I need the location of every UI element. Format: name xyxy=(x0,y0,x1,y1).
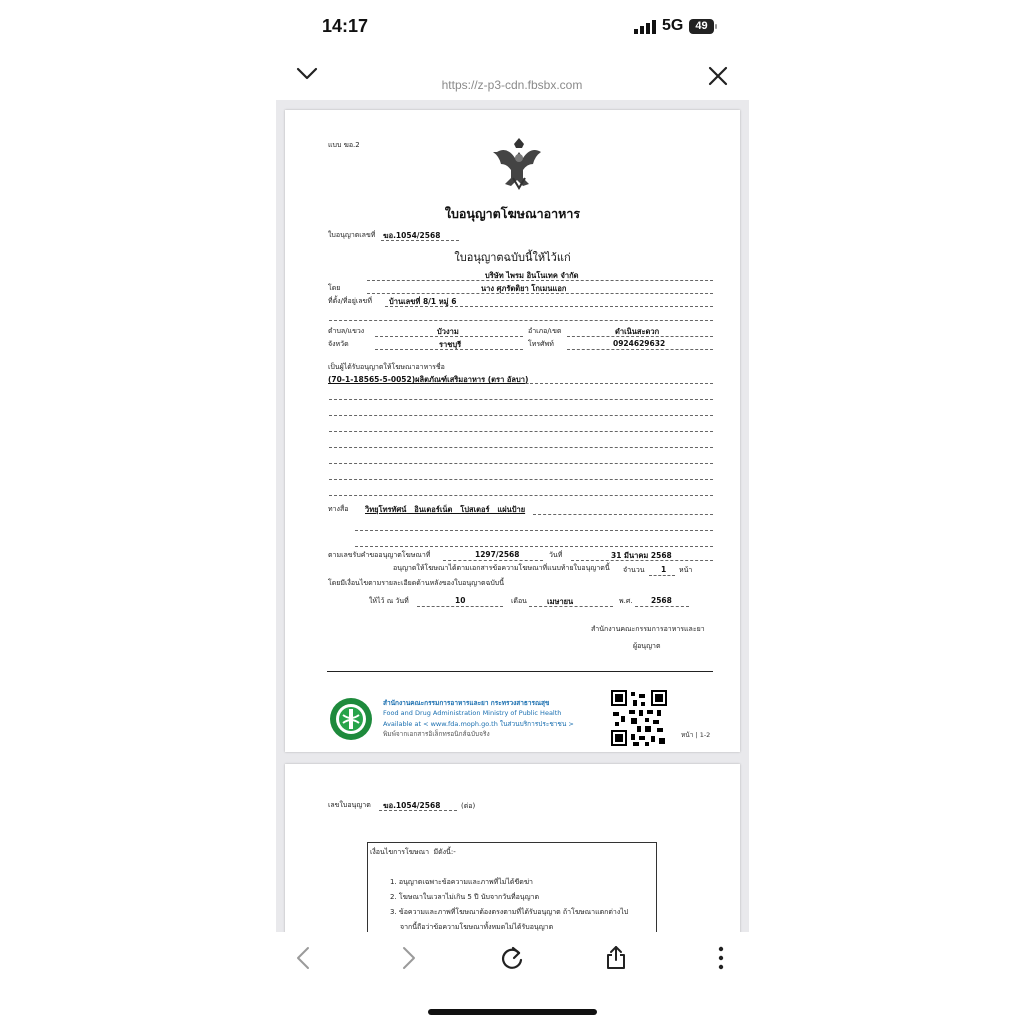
document-viewer[interactable] xyxy=(276,100,749,932)
close-icon[interactable] xyxy=(708,66,728,86)
share-icon[interactable] xyxy=(605,944,627,970)
network-label: 5G xyxy=(662,17,684,34)
page2-cont: (ต่อ) xyxy=(461,802,476,810)
request-date: 31 มีนาคม 2568 xyxy=(611,551,672,560)
conditions-box xyxy=(367,842,657,932)
given-day: 10 xyxy=(455,596,466,605)
given-month: เมษายน xyxy=(547,597,574,606)
page-number: หน้า | 1-2 xyxy=(681,731,711,739)
signal-icon xyxy=(634,20,656,34)
province-label: จังหวัด xyxy=(328,340,349,348)
licensor: ผู้อนุญาต xyxy=(633,642,661,650)
condition-item: 2. โฆษณาในเวลาไม่เกิน 5 ปี นับจากวันที่อนุญาต xyxy=(390,893,540,901)
request-no: 1297/2568 xyxy=(475,550,520,559)
given-label: ให้ไว้ ณ วันที่ xyxy=(369,597,409,605)
via-label: ทางสื่อ xyxy=(328,505,349,513)
document-page-1 xyxy=(285,110,740,752)
via-media: วิทยุโทรทัศน์ อินเตอร์เน็ต โปสเตอร์ แผ่นป้าย xyxy=(365,505,526,514)
battery-icon xyxy=(689,19,717,34)
page2-license-label: เลขใบอนุญาต xyxy=(328,801,371,809)
qr-code-icon xyxy=(611,690,667,746)
conditions-title: เงื่อนไขการโฆษณา มีดังนี้:- xyxy=(370,848,456,856)
province: ราชบุรี xyxy=(439,340,462,349)
reload-icon[interactable] xyxy=(500,945,524,971)
product-name: (70-1-18565-5-0052)ผลิตภัณฑ์เสริมอาหาร (ตรา อัลบา) xyxy=(328,375,529,384)
district-label: อำเภอ/เขต xyxy=(528,327,562,335)
district: ดำเนินสะดวก xyxy=(615,327,660,336)
form-code: แบบ ฆอ.2 xyxy=(328,141,360,149)
phone: 0924629632 xyxy=(613,339,666,348)
home-indicator[interactable] xyxy=(428,1009,597,1015)
request-label: ตามเลขรับคำขออนุญาตโฆษณาที่ xyxy=(328,551,431,559)
chevron-down-icon[interactable] xyxy=(296,66,318,82)
year-label: พ.ศ. xyxy=(619,597,633,605)
footer-line4: พิมพ์จากเอกสารอิเล็กทรอนิกส์ฉบับจริง xyxy=(383,730,490,738)
month-label: เดือน xyxy=(511,597,527,605)
condition-item: จากนี้ถือว่าข้อความโฆษณาทั้งหมดไม่ได้รับอนุญาต xyxy=(400,923,554,931)
footer-line2: Food and Drug Administration Ministry of Public Health xyxy=(383,709,562,717)
office-name: สำนักงานคณะกรรมการอาหารและยา xyxy=(591,625,705,633)
request-date-label: วันที่ xyxy=(549,551,563,559)
address: บ้านเลขที่ 8/1 หมู่ 6 xyxy=(389,297,457,306)
page-url: https://z-p3-cdn.fbsbx.com xyxy=(441,78,583,92)
subdistrict-label: ตำบล/แขวง xyxy=(328,327,365,335)
pages-count: 1 xyxy=(661,565,667,574)
page2-license-no: ฆอ.1054/2568 xyxy=(383,801,441,810)
given-year: 2568 xyxy=(651,596,672,605)
forward-arrow-icon[interactable] xyxy=(398,946,418,970)
license-no: ฆอ.1054/2568 xyxy=(383,231,441,240)
condition-item: 1. อนุญาตเฉพาะข้อความและภาพที่ไม่ได้ขีดฆ่า xyxy=(390,878,533,886)
condition-item: 3. ข้อความและภาพที่โฆษณาต้องตรงตามที่ได้รับอนุญาต ถ้าโฆษณาแตกต่างไป xyxy=(390,908,629,916)
doc-title: ใบอนุญาตโฆษณาอาหาร xyxy=(444,206,581,221)
subdistrict: บัวงาม xyxy=(437,327,459,336)
product-intro: เป็นผู้ได้รับอนุญาตให้โฆษณาอาหารชื่อ xyxy=(328,363,445,371)
condition-text: โดยมีเงื่อนไขตามรายละเอียดด้านหลังของใบอนุญาตฉบับนี้ xyxy=(328,579,505,587)
phone-label: โทรศัพท์ xyxy=(528,340,554,348)
document-page-2 xyxy=(285,764,740,932)
footer-line1: สำนักงานคณะกรรมการอาหารและยา กระทรวงสาธารณสุข xyxy=(383,699,550,707)
license-no-label: ใบอนุญาตเลขที่ xyxy=(328,231,376,239)
status-time: 14:17 xyxy=(322,16,369,36)
footer-line3: Available at < www.fda.moph.go.th ในส่วนบริการประชาชน > xyxy=(383,720,574,728)
address-label: ที่ตั้ง/ที่อยู่เลขที่ xyxy=(328,297,372,305)
fda-logo-icon xyxy=(329,697,373,741)
by-label: โดย xyxy=(328,284,341,292)
back-arrow-icon[interactable] xyxy=(294,946,314,970)
garuda-emblem-icon xyxy=(493,134,545,192)
company-name: บริษัท ไพรม อินโนเทค จำกัด xyxy=(485,271,579,280)
battery-level: 49 xyxy=(689,19,714,34)
approve-text: อนุญาตให้โฆษณาได้ตามเอกสารข้อความโฆษณาที่แนบท้ายใบอนุญาตนี้ xyxy=(393,564,610,572)
more-vert-icon[interactable] xyxy=(716,946,726,970)
by-name: นาง ศุภรัตติยา โกเมนแอก xyxy=(481,284,567,293)
pages-unit: หน้า xyxy=(679,566,693,574)
issued-to: ใบอนุญาตฉบับนี้ให้ไว้แก่ xyxy=(454,251,571,264)
pages-label: จำนวน xyxy=(623,566,645,574)
